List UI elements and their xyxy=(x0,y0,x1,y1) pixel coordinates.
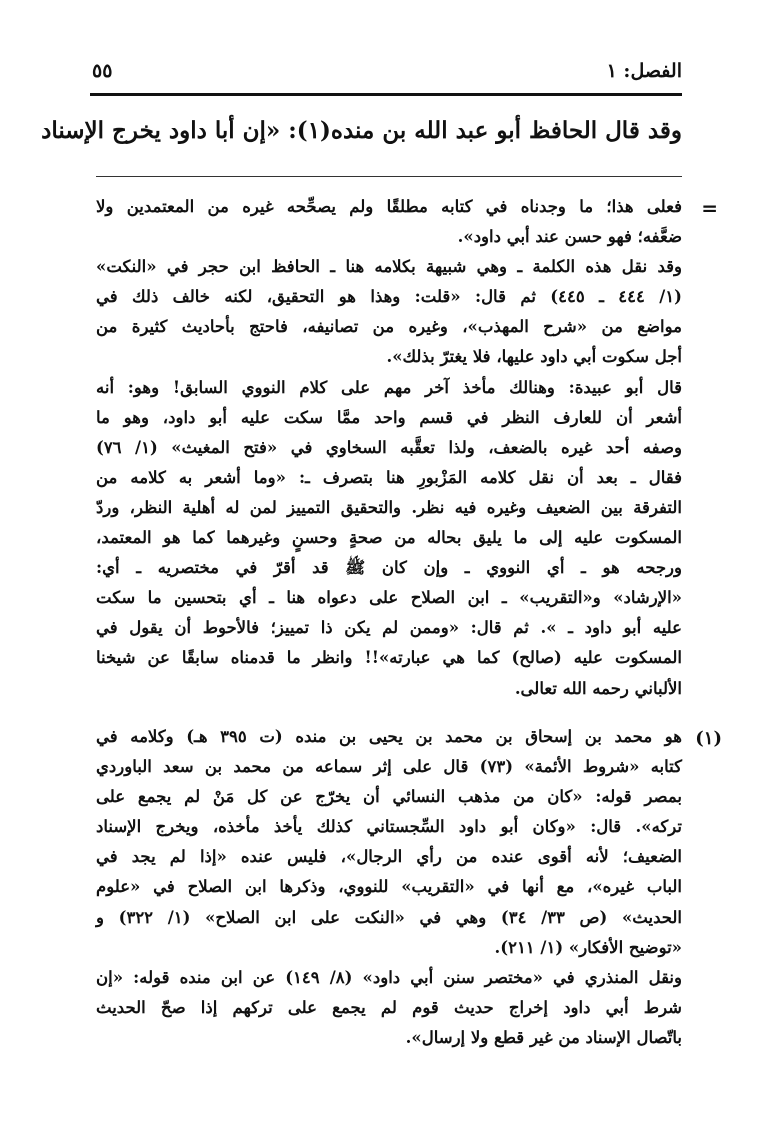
footnote-line: الحديث» (ص ٣٣/ ٣٤) وهي في «النكت على ابن الصلاح» (١/ ٣٢٢) و xyxy=(96,907,682,927)
footnote-line: ونقل المنذري في «مختصر سنن أبي داود» (٨/ ١٤٩) عن ابن منده قوله: «إن xyxy=(96,967,682,987)
commentary-line: أشعر أن للعارف النظر في قسم واحد ممَّا سكت عليه أبو داود، وهو ما xyxy=(96,407,682,427)
header-rule xyxy=(90,93,682,96)
footnote-line: كتابه «شروط الأئمة» (٧٣) قال على إثر سماعه من محمد بن سعد الباوردي xyxy=(96,757,683,777)
footnote-line: هو محمد بن إسحاق بن محمد بن يحيى بن منده (ت ٣٩٥ هـ) وكلامه في xyxy=(96,727,682,746)
footnote-line: باتّصال الإسناد من غير قطع ولا إرسال». xyxy=(405,1027,682,1047)
footnote-line: بمصر قوله: «كان من مذهب النسائي أن يخرّج عن كل مَنْ لم يجمع على xyxy=(96,787,682,807)
commentary-line: الألباني رحمه الله تعالى. xyxy=(514,678,682,698)
footnote-line: الضعيف؛ لأنه أقوى عنده من رأي الرجال»، فليس عنده «إذا لم يجد في xyxy=(96,847,682,867)
footnote-line: الباب غيره»، مع أنها في «التقريب» للنووي، وذكرها ابن الصلاح في «علوم xyxy=(96,877,682,897)
commentary-line: فعلى هذا؛ ما وجدناه في كتابه مطلقًا ولم يصحِّحه غيره من المعتمدين ولا xyxy=(96,197,682,216)
commentary-line: قال أبو عبيدة: وهنالك مأخذ آخر مهم على كلام النووي السابق! وهو: أنه xyxy=(96,377,682,397)
footnote-marker: (١) xyxy=(695,728,722,749)
commentary-line: التفرقة بين الضعيف وغيره فيه نظر. والتحقيق التمييز لمن له أهلية النظر، وردّ xyxy=(96,497,682,517)
commentary-line: عليه أبو داود ـ ». ثم قال: «وممن لم يكن ذا تمييز؛ فالأحوط أن يقول في xyxy=(96,618,682,638)
continuation-marker: = xyxy=(701,196,718,220)
commentary-line: فقال ـ بعد أن نقل كلامه المَزْبورِ هنا بتصرف ـ: «وما أشعر به كلامه من xyxy=(96,467,682,487)
commentary-line: مواضع من «شرح المهذب»، وغيره من تصانيفه، فاحتج بأحاديث كثيرة من xyxy=(96,317,682,337)
commentary-line: ضعَّفه؛ فهو حسن عند أبي داود». xyxy=(457,227,682,247)
commentary-line: المسكوت عليه (صالح) كما هي عبارته»!! وانظر ما قدمناه سابقًا عن شيخنا xyxy=(96,648,682,668)
footnote-line: «توضيح الأفكار» (١/ ٢١١). xyxy=(494,937,682,957)
page-number: ٥٥ xyxy=(92,60,113,82)
commentary-line: وقد نقل هذه الكلمة ـ وهي شبيهة بكلامه هنا ـ الحافظ ابن حجر في «النكت» xyxy=(96,257,682,277)
footnote-separator xyxy=(96,176,682,177)
commentary-line: ورجحه هو ـ أي النووي ـ وإن كان ﷺ قد أقرّ في مختصريه ـ أي: xyxy=(96,558,682,578)
commentary-line: «الإرشاد» و«التقريب» ـ ابن الصلاح على دعواه هنا ـ أي بتحسين ما سكت xyxy=(96,588,682,608)
commentary-block xyxy=(96,192,682,704)
main-text-line: وقد قال الحافظ أبو عبد الله بن منده(١): «إن أبا داود يخرج الإسناد xyxy=(41,117,682,144)
footnote-block xyxy=(96,722,682,1053)
commentary-line: وصفه أحد غيره بالضعف، ولذا تعقَّبه السخاوي في «فتح المغيث» (١/ ٧٦) xyxy=(96,437,682,457)
footnote-line: شرط أبي داود إخراج حديث قوم لم يجمع على تركهم إذا صحّ الحديث xyxy=(96,997,682,1017)
commentary-line: المسكوت عليه إلى ما يليق بحاله من صحةٍ وحسنٍ وغيرهما كما هو المعتمد، xyxy=(96,528,682,548)
commentary-line: (١/ ٤٤٤ ـ ٤٤٥) ثم قال: «قلت: وهذا هو التحقيق، لكنه خالف ذلك في xyxy=(96,287,682,307)
commentary-line: أجل سكوت أبي داود عليها، فلا يغترّ بذلك». xyxy=(386,347,682,367)
chapter-header: الفصل: ١ xyxy=(606,60,682,82)
footnote-line: تركه». قال: «وكان أبو داود السِّجستاني كذلك يأخذ مأخذه، ويخرج الإسناد xyxy=(96,817,682,837)
